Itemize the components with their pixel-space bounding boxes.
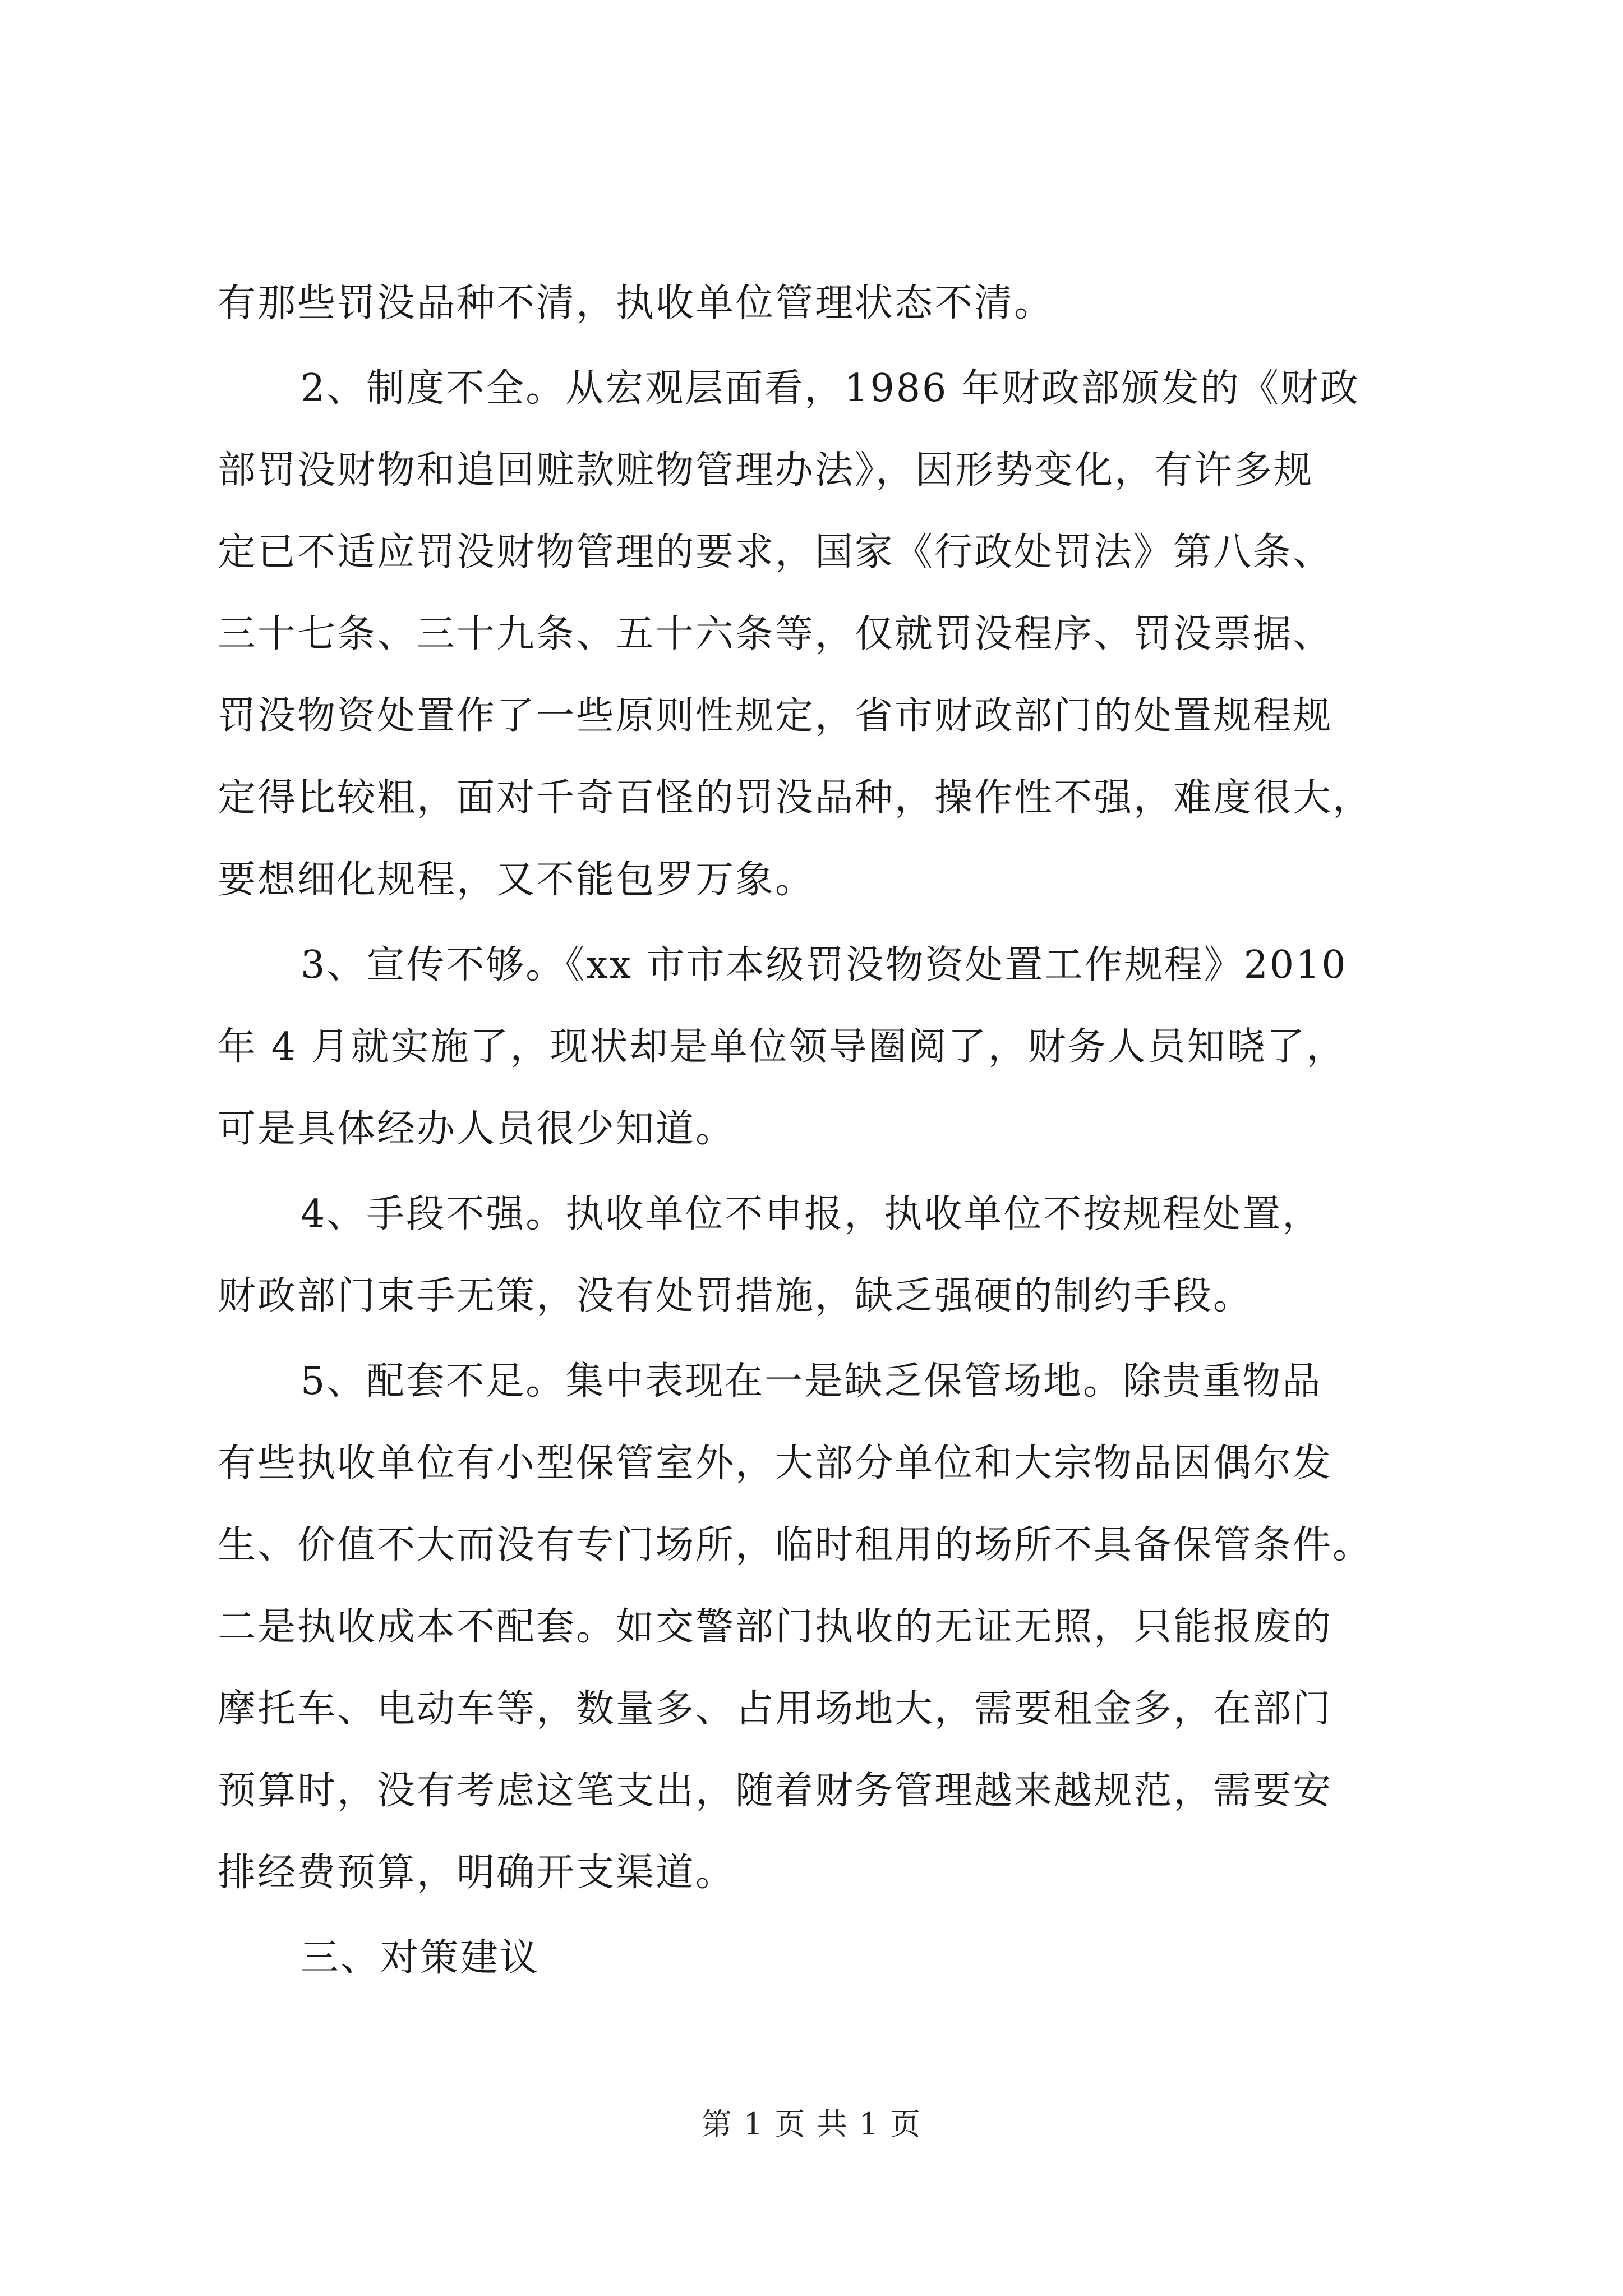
paragraph-3-line: 3、宣传不够。《xx 市市本级罚没物资处置工作规程》2010 [301,943,1348,987]
text-line: 要想细化规程，又不能包罗万象。 [218,858,815,902]
text-line: 预算时，没有考虑这笔支出，随着财务管理越来越规范，需要安 [218,1769,1333,1813]
text-line: 财政部门束手无策，没有处罚措施，缺乏强硬的制约手段。 [218,1274,1253,1318]
section-heading: 三、对策建议 [301,1936,540,1980]
text-line: 摩托车、电动车等，数量多、占用场地大，需要租金多，在部门 [218,1687,1333,1731]
text-line: 生、价值不大而没有专门场所，临时租用的场所不具备保管条件。 [218,1523,1373,1567]
text-line: 定得比较粗，面对千奇百怪的罚没品种，操作性不强，难度很大， [218,776,1373,820]
text-line: 二是执收成本不配套。如交警部门执收的无证无照，只能报废的 [218,1605,1333,1649]
text-line: 可是具体经办人员很少知道。 [218,1107,736,1151]
text-line: 罚没物资处置作了一些原则性规定，省市财政部门的处置规程规 [218,694,1333,738]
text-line: 年 4 月就实施了，现状却是单位领导圈阅了，财务人员知晓了， [218,1025,1347,1069]
text-line: 排经费预算，明确开支渠道。 [218,1851,736,1895]
paragraph-4-line: 4、手段不强。执收单位不申报，执收单位不按规程处置， [301,1192,1322,1236]
page-footer: 第 1 页 共 1 页 [701,2106,922,2142]
text-line: 部罚没财物和追回赃款赃物管理办法》，因形势变化，有许多规 [218,448,1314,493]
text-line: 有那些罚没品种不清，执收单位管理状态不清。 [218,281,1054,325]
text-line: 三十七条、三十九条、五十六条等，仅就罚没程序、罚没票据、 [218,612,1333,656]
paragraph-2-line: 2、制度不全。从宏观层面看，1986 年财政部颁发的《财政 [301,366,1360,411]
text-line: 有些执收单位有小型保管室外，大部分单位和大宗物品因偶尔发 [218,1441,1333,1485]
body-text [218,263,1418,1999]
paragraph-5-line: 5、配套不足。集中表现在一是缺乏保管场地。除贵重物品 [301,1359,1322,1404]
text-line: 定已不适应罚没财物管理的要求，国家《行政处罚法》第八条、 [218,530,1333,574]
